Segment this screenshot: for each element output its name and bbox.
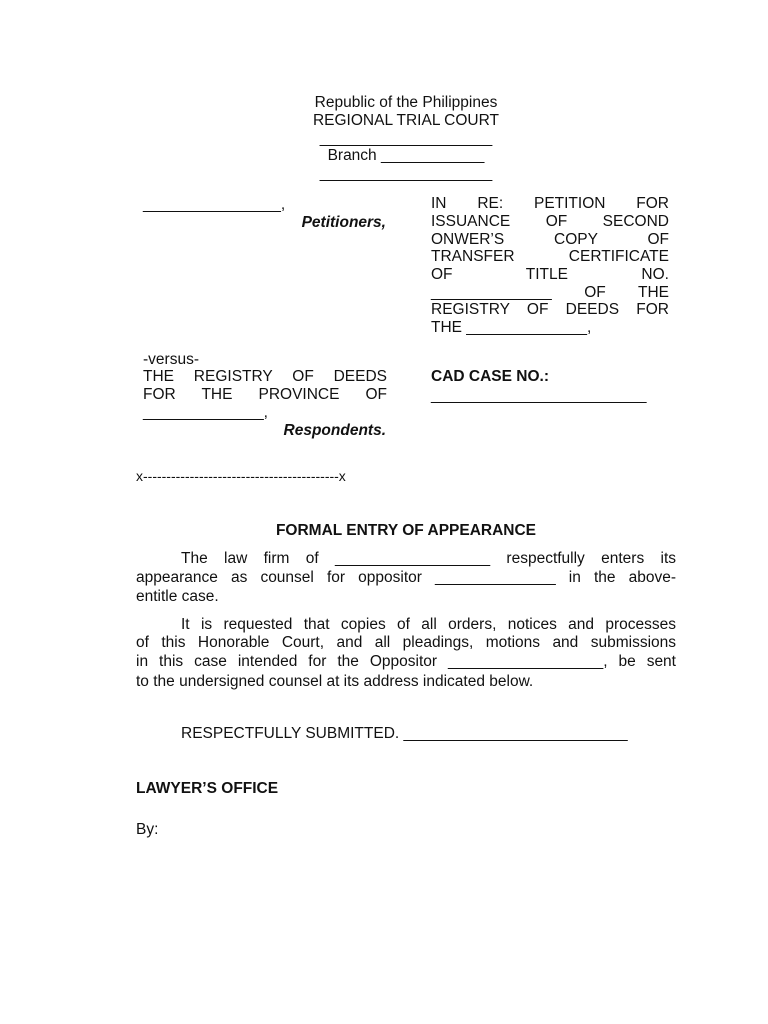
document-title: FORMAL ENTRY OF APPEARANCE — [275, 522, 537, 539]
header-blank-1: ____________________ — [319, 130, 493, 147]
paragraph-2-line: of this Honorable Court, and all pleadings, motions and submissions — [136, 634, 676, 651]
paragraph-2-line: in this case intended for the Oppositor __________________, be sent — [136, 653, 676, 670]
in-re-line: ISSUANCE OF SECOND — [431, 213, 669, 230]
versus-label: -versus- — [143, 351, 199, 368]
in-re-line: TRANSFER CERTIFICATE — [431, 248, 669, 265]
paragraph-2-line: It is requested that copies of all orders, notices and processes — [181, 616, 676, 633]
in-re-line: REGISTRY OF DEEDS FOR — [431, 301, 669, 318]
header-blank-2: ____________________ — [319, 165, 493, 182]
petitioners-label: Petitioners, — [301, 214, 386, 231]
lawyers-office: LAWYER’S OFFICE — [136, 780, 279, 797]
header-court: REGIONAL TRIAL COURT — [312, 112, 500, 129]
cad-case-label: CAD CASE NO.: — [431, 368, 549, 385]
in-re-line: THE ______________, — [431, 319, 592, 336]
petitioner-blank: ________________, — [143, 196, 286, 213]
paragraph-1-line: The law firm of __________________ respectfully enters its — [181, 550, 676, 567]
respondents-label: Respondents. — [283, 422, 386, 439]
respondent-line: THE REGISTRY OF DEEDS — [143, 368, 387, 385]
paragraph-2-line: to the undersigned counsel at its address indicated below. — [136, 673, 534, 690]
header-republic: Republic of the Philippines — [314, 94, 498, 111]
in-re-line: ONWER’S COPY OF — [431, 231, 669, 248]
respectfully-submitted: RESPECTFULLY SUBMITTED. __________________________ — [181, 725, 628, 742]
header-branch: Branch ____________ — [327, 147, 485, 164]
in-re-line: OF TITLE NO. — [431, 266, 669, 283]
respondent-line: FOR THE PROVINCE OF — [143, 386, 387, 403]
paragraph-1-line: appearance as counsel for oppositor ______________ in the above- — [136, 569, 676, 586]
cad-case-blank: _________________________ — [431, 387, 647, 404]
in-re-line: IN RE: PETITION FOR — [431, 195, 669, 212]
in-re-line: ______________ OF THE — [431, 284, 669, 301]
caption-separator: x------------------------------------------x — [136, 468, 346, 484]
by-label: By: — [136, 821, 159, 838]
respondent-line: ______________, — [143, 404, 268, 421]
paragraph-1-line: entitle case. — [136, 588, 219, 605]
